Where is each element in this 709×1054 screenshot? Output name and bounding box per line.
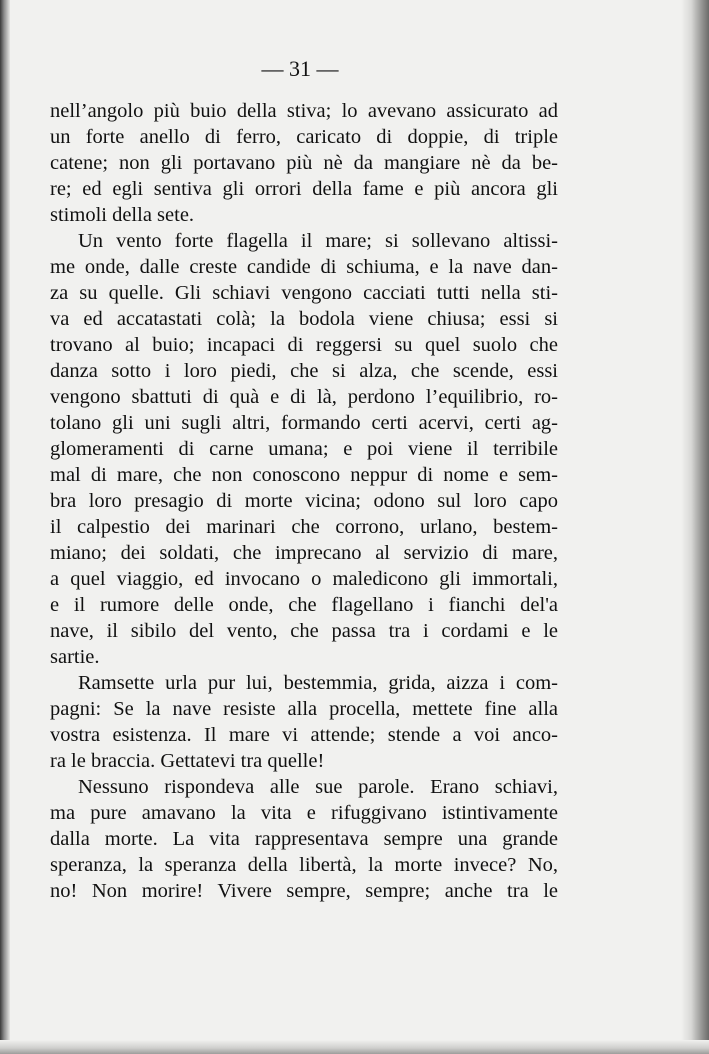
text-line: trovano al buio; incapaci di reggersi su quel suolo che [50,334,558,356]
text-line: ra le braccia. Gettatevi tra quelle! [50,750,325,772]
text-line: bra loro presagio di morte vicina; odono sul loro capo [50,490,558,512]
text-line: Nessuno rispondeva alle sue parole. Erano schiavi, [78,776,558,798]
text-line: mal di mare, che non conoscono neppur di nome e sem- [50,464,558,486]
text-line: nave, il sibilo del vento, che passa tra i cordami e le [50,620,558,642]
text-line: nell’angolo più buio della stiva; lo avevano assicurato ad [50,100,558,122]
text-line: va ed accatastati colà; la bodola viene chiusa; essi si [50,308,558,330]
text-line: il calpestio dei marinari che corrono, urlano, bestem- [50,516,558,538]
text-line: pagni: Se la nave resiste alla procella, mettete fine alla [50,698,558,720]
text-line: stimoli della sete. [50,204,195,226]
text-line: danza sotto i loro piedi, che si alza, che scende, essi [50,360,558,382]
text-line: a quel viaggio, ed invocano o maledicono gli immortali, [50,568,558,590]
paragraph [50,670,558,774]
paragraph [50,228,558,670]
text-line: tolano gli uni sugli altri, formando certi acervi, certi ag- [50,412,558,434]
text-line: catene; non gli portavano più nè da mangiare nè da be- [50,152,558,174]
text-line: miano; dei soldati, che imprecano al servizio di mare, [50,542,558,564]
text-line: glomeramenti di carne umana; e poi viene il terribile [50,438,558,460]
text-line: re; ed egli sentiva gli orrori della fame e più ancora gli [50,178,558,200]
text-line: dalla morte. La vita rappresentava sempre una grande [50,828,558,850]
text-line: un forte anello di ferro, caricato di doppie, di triple [50,126,558,148]
text-line: sartie. [50,646,100,668]
text-line: za su quelle. Gli schiavi vengono cacciati tutti nella sti- [50,282,558,304]
text-line: vengono sbattuti di quà e di là, perdono l’equilibrio, ro- [50,386,558,408]
text-line: vostra esistenza. Il mare vi attende; stende a voi anco- [50,724,558,746]
paragraph [50,98,558,228]
body-text [50,98,558,904]
page-number: — 31 — [261,56,339,81]
text-line: me onde, dalle creste candide di schiuma, e la nave dan- [50,256,558,278]
page-right-edge [681,0,709,1054]
text-line: speranza, la speranza della libertà, la morte invece? No, [50,854,558,876]
text-line: e il rumore delle onde, che flagellano i fianchi del'a [50,594,558,616]
page-left-edge [0,0,10,1054]
paragraph [50,774,558,904]
page-bottom-edge [0,1040,709,1054]
text-line: ma pure amavano la vita e rifuggivano istintivamente [50,802,558,824]
text-line: no! Non morire! Vivere sempre, sempre; anche tra le [50,880,558,902]
text-line: Un vento forte flagella il mare; si sollevano altissi- [78,230,558,252]
text-line: Ramsette urla pur lui, bestemmia, grida, aizza i com- [78,672,558,694]
